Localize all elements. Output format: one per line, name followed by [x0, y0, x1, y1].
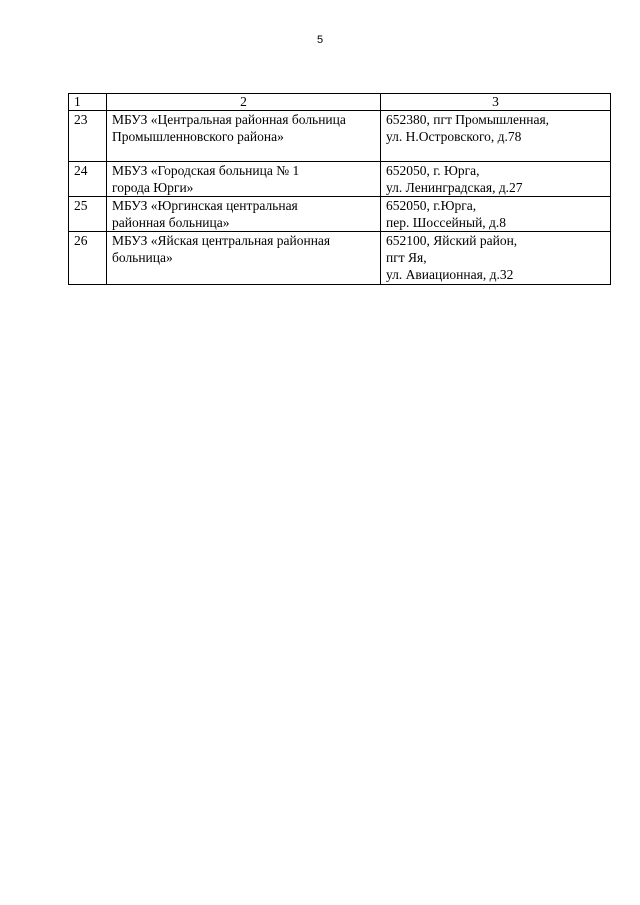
address-line: ул. Авиационная, д.32 [386, 267, 514, 282]
header-cell-2: 2 [107, 94, 381, 111]
name-line: Промышленновского района» [112, 129, 284, 144]
institution-address [381, 232, 611, 285]
address-line: пер. Шоссейный, д.8 [386, 215, 507, 230]
row-number: 23 [69, 111, 107, 162]
name-line: больница» [112, 250, 173, 265]
address-line: 652050, г.Юрга, [386, 198, 477, 213]
table-header-row [69, 94, 611, 111]
address-line: 652100, Яйский район, [386, 233, 518, 248]
table-row [69, 111, 611, 162]
institution-name [107, 162, 381, 197]
table-row [69, 162, 611, 197]
table-row [69, 232, 611, 285]
page-number: 5 [316, 34, 324, 46]
institution-address [381, 197, 611, 232]
institution-address [381, 111, 611, 162]
institution-name [107, 232, 381, 285]
institution-name [107, 111, 381, 162]
name-line: города Юрги» [112, 180, 194, 195]
address-line: 652380, пгт Промышленная, [386, 112, 550, 127]
address-line: ул. Н.Островского, д.78 [386, 129, 522, 144]
institutions-table [68, 93, 611, 285]
institution-address [381, 162, 611, 197]
header-cell-3: 3 [381, 94, 611, 111]
name-line: МБУЗ «Центральная районная больница [112, 112, 346, 127]
name-line: МБУЗ «Городская больница № 1 [112, 163, 300, 178]
header-cell-1: 1 [69, 94, 107, 111]
row-number: 24 [69, 162, 107, 197]
row-number: 25 [69, 197, 107, 232]
table-row [69, 197, 611, 232]
address-line: 652050, г. Юрга, [386, 163, 480, 178]
address-line: пгт Яя, [386, 250, 427, 265]
name-line: МБУЗ «Яйская центральная районная [112, 233, 331, 248]
name-line: МБУЗ «Юргинская центральная [112, 198, 298, 213]
name-line: районная больница» [112, 215, 230, 230]
institution-name [107, 197, 381, 232]
address-line: ул. Ленинградская, д.27 [386, 180, 523, 195]
row-number: 26 [69, 232, 107, 285]
